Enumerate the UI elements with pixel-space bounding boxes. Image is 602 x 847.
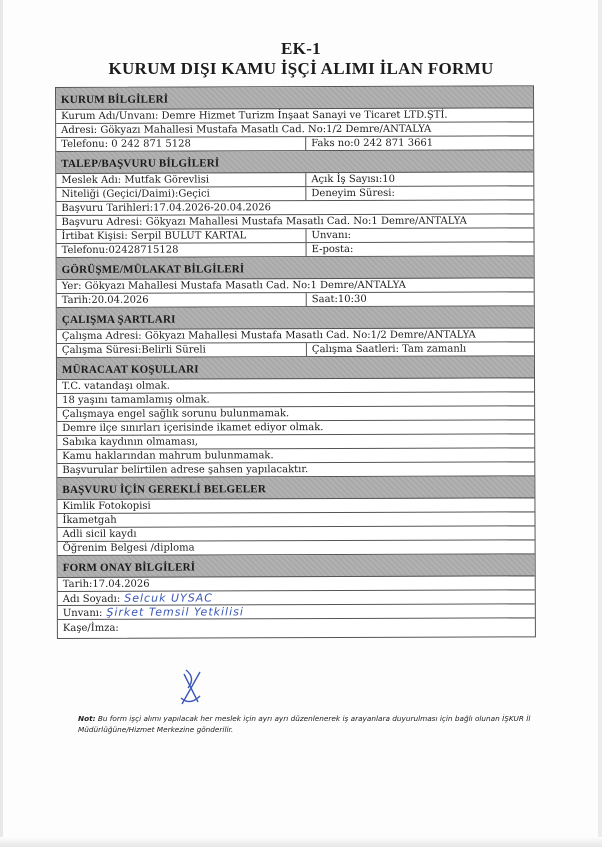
- basvuru-tarihleri-field: Başvuru Tarihleri:17.04.2026-20.04.2026: [61, 202, 272, 214]
- calisma-saatleri-field: Çalışma Saatleri: Tam zamanlı: [311, 343, 467, 356]
- section-header-kurum: KURUM BİLGİLERİ: [56, 86, 533, 110]
- muracaat-item-text: Kamu haklarından mahrum bulunmamak.: [62, 450, 274, 462]
- section-header-talep: TALEP/BAŞVURU BİLGİLERİ: [56, 150, 533, 174]
- section-header-calisma: ÇALIŞMA ŞARTLARI: [57, 306, 534, 330]
- section-header-onay: FORM ONAY BİLGİLERİ: [58, 554, 535, 578]
- irtibat-kisisi-field: İrtibat Kişisi: Serpil BULUT KARTAL: [56, 229, 306, 243]
- adi-soyadi-label: Adı Soyadı:: [62, 593, 121, 605]
- note-label: Not:: [78, 714, 96, 723]
- section-header-gorusme: GÖRÜŞME/MÜLAKAT BİLGİLERİ: [57, 256, 534, 280]
- form-note: [78, 713, 548, 735]
- kurum-telefon-field: Telefonu: 0 242 871 5128: [56, 137, 306, 151]
- irtibat-eposta-field: E-posta:: [311, 243, 354, 256]
- basvuru-adresi-field: Başvuru Adresi: Gökyazı Mahallesi Mustafa Masatlı Cad. No:1 Demre/ANTALYA: [61, 215, 467, 228]
- kurum-adi-field: Kurum Adı/Unvanı: Demre Hizmet Turizm İnşaat Sanayi ve Ticaret LTD.ŞTİ.: [61, 109, 448, 122]
- belge-item-text: Öğrenim Belgesi /diploma: [62, 542, 195, 554]
- onay-unvan-field: [58, 604, 535, 619]
- kurum-faks-field: Faks no:0 242 871 3661: [311, 137, 434, 150]
- note-text: Bu form işçi alımı yapılacak her meslek için ayrı ayrı düzenlenerek iş arayanlara duyurulması için bağlı olunan İŞKUR İl Müdürlüğüne/Hizmet Merkezine gönderilir.: [78, 714, 531, 734]
- document-title: KURUM DIŞI KAMU İŞÇİ ALIMI İLAN FORMU: [108, 59, 494, 78]
- muracaat-item-text: Başvurular belirtilen adrese şahsen yapılacaktır.: [62, 464, 309, 476]
- page-edge-left: [0, 0, 3, 847]
- row-onay-kase: [58, 618, 535, 638]
- nitelik-field: Niteliği (Geçici/Daimi):Geçici: [56, 187, 306, 201]
- muracaat-item-text: Sabıka kaydının olmaması,: [62, 436, 199, 448]
- muracaat-item-text: 18 yaşını tamamlamış olmak.: [62, 394, 210, 406]
- onay-adi-soyadi-field: [58, 590, 535, 605]
- meslek-field: Meslek Adı: Mutfak Görevlisi: [56, 173, 306, 187]
- deneyim-field: Deneyim Süresi:: [311, 187, 395, 200]
- irtibat-unvan-field: Unvanı:: [311, 229, 352, 242]
- irtibat-telefon-field: Telefonu:02428715128: [57, 243, 307, 257]
- gorusme-saat-field: Saat:10:30: [311, 293, 367, 306]
- section-header-belgeler: BAŞVURU İÇİN GEREKLİ BELGELER: [57, 476, 534, 500]
- scan-shadow: [0, 837, 602, 847]
- gorusme-yer-field: Yer: Gökyazı Mahallesi Mustafa Masatlı Cad. No:1 Demre/ANTALYA: [61, 279, 406, 292]
- muracaat-item-text: T.C. vatandaşı olmak.: [62, 380, 170, 392]
- belge-item-text: Adli sicil kaydı: [62, 528, 137, 540]
- kase-imza-field: Kaşe/İmza:: [62, 622, 119, 634]
- belge-item-text: Kimlik Fotokopisi: [62, 500, 151, 512]
- onay-tarih-field: Tarih:17.04.2026: [62, 578, 150, 590]
- belge-item-text: İkametgah: [62, 514, 117, 526]
- calisma-sure-field: Çalışma Süresi:Belirli Süreli: [57, 343, 307, 357]
- calisma-adres-field: Çalışma Adresi: Gökyazı Mahallesi Mustafa Masatlı Cad. No:1/2 Demre/ANTALYA: [61, 329, 476, 342]
- gorusme-tarih-field: Tarih:20.04.2026: [57, 293, 307, 307]
- muracaat-item-text: Çalışmaya engel sağlık sorunu bulunmamak.: [62, 408, 290, 420]
- handwritten-title: Şirket Temsil Yetkilisi: [106, 605, 244, 619]
- annex-label: EK-1: [281, 39, 321, 58]
- handwritten-name: Selcuk UYSAC: [124, 591, 213, 605]
- signature-mark: [178, 668, 204, 708]
- unvan-label: Unvanı:: [62, 607, 103, 619]
- document-title-block: [0, 39, 602, 79]
- announcement-form: [55, 85, 536, 639]
- kurum-adres-field: Adresi: Gökyazı Mahallesi Mustafa Masatlı Cad. No:1/2 Demre/ANTALYA: [61, 123, 432, 136]
- section-header-muracaat: MÜRACAAT KOŞULLARI: [57, 356, 534, 380]
- page-edge-right: [598, 0, 602, 847]
- acik-is-sayisi-field: Açık İş Sayısı:10: [311, 173, 395, 186]
- muracaat-item-text: Demre ilçe sınırları içerisinde ikamet ediyor olmak.: [62, 422, 324, 434]
